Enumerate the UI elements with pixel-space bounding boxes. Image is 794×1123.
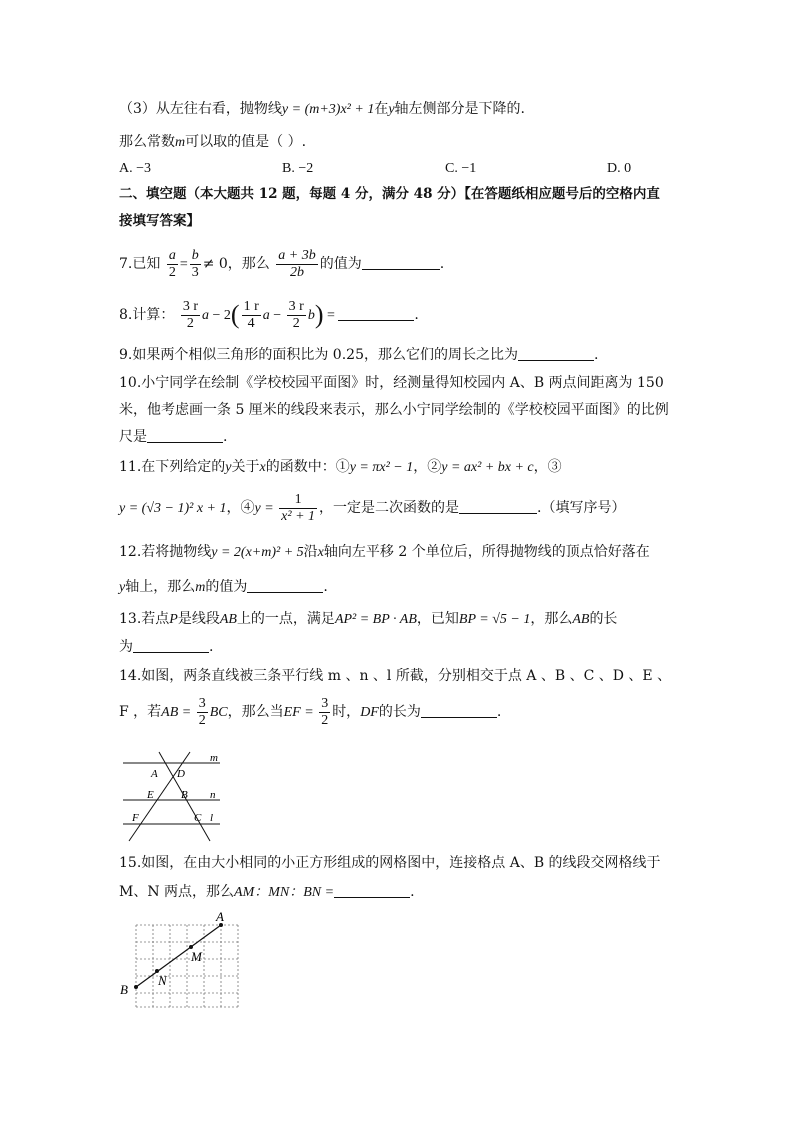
q11-answer-blank[interactable] xyxy=(459,499,537,514)
q14-text-b: ，那么当 xyxy=(227,704,284,720)
q11-c4: ，④ xyxy=(226,500,255,516)
q10-line2: 米，他考虑画一条 5 厘米的线段来表示，那么小宁同学绘制的《学校校园平面图》的比例 xyxy=(119,402,669,418)
q11-func-2: y = ax² + bx + c xyxy=(441,460,534,475)
q15-line2 xyxy=(119,881,415,904)
q10-answer-blank[interactable] xyxy=(147,428,223,443)
q6-var-y: y xyxy=(388,102,395,117)
q11-c3: ，③ xyxy=(533,459,562,475)
segment-AB xyxy=(136,925,221,987)
q6-option-a: A. −3 xyxy=(119,161,152,176)
q14-text-c: 时， xyxy=(332,704,361,720)
q13-given: BP = √5 − 1 xyxy=(458,612,531,627)
q12-end: . xyxy=(323,579,328,595)
q12-answer-blank[interactable] xyxy=(247,578,323,593)
q14-end: . xyxy=(496,704,502,720)
label-n: n xyxy=(210,789,216,801)
q8-frac-3: $\frac{3 r}{2}$ xyxy=(288,298,304,331)
q7-end: . xyxy=(439,256,445,272)
q6-text-c: 轴左侧部分是下降的. xyxy=(394,101,525,117)
label-l: l xyxy=(210,812,214,824)
q11-func-1: y = πx² − 1 xyxy=(349,460,414,475)
q13-text-e: ，那么 xyxy=(530,611,573,627)
q13-text-d: ，已知 xyxy=(416,611,459,627)
q13-text-a: 13.若点 xyxy=(119,611,170,627)
q6-q-text: 那么常数 xyxy=(119,134,175,150)
label-A: A xyxy=(216,909,224,924)
label-M: M xyxy=(191,949,202,964)
q7-cond: ≠ 0，那么 xyxy=(202,256,270,272)
q14-text-e: 的长为 xyxy=(378,704,421,720)
q13-line2 xyxy=(119,636,213,658)
q13-line1: 13.若点P是线段AB上的一点，满足AP² = BP · AB，已知BP = √5 − 1，那么AB的长 xyxy=(119,611,618,627)
q14-figure xyxy=(115,748,230,848)
q7-prefix: 7.已知 xyxy=(119,256,161,272)
q15-figure xyxy=(115,908,245,1010)
q6-q-text-b: 可以取的值是（ ）. xyxy=(185,134,307,150)
q9-answer-blank[interactable] xyxy=(518,346,594,361)
q11-text-c: 的函数中：① xyxy=(265,459,350,475)
q15-ratio: AM：MN：BN = xyxy=(234,885,335,900)
q14-text-a: F ，若 xyxy=(119,704,162,720)
q13-text-c: 上的一点，满足 xyxy=(236,611,335,627)
label-B: B xyxy=(120,982,128,997)
section-heading-cont: 接填写答案】 xyxy=(119,213,200,229)
section-heading: 二、填空题（本大题共 12 题，每题 4 分，满分 48 分）【在答题纸相应题号后的空格内直 xyxy=(119,186,660,202)
q15-answer-blank[interactable] xyxy=(334,883,410,898)
q8-prefix: 8.计算： xyxy=(119,307,175,323)
q11-func-4: $\frac{1}{\text{x² + 1}}$ xyxy=(281,491,316,524)
q11-func-3: y = (√3 − 1)² x + 1 xyxy=(119,501,227,516)
label-E: E xyxy=(147,789,154,801)
q6-statement xyxy=(119,98,525,121)
q10-end: . xyxy=(223,429,228,445)
q12-text-e: 的值为 xyxy=(205,579,248,595)
label-F: F xyxy=(132,812,139,824)
label-C: C xyxy=(194,812,202,824)
q6-text-b: 在 xyxy=(374,101,389,117)
q14-frac-2: $\frac{3}{2}$ xyxy=(321,695,329,728)
q12-line2: y轴上，那么m的值为 . xyxy=(119,579,328,595)
q10-line3 xyxy=(119,426,227,448)
q8-frac-2: $\frac{1 r}{4}$ xyxy=(243,298,259,331)
q13-relation: AP² = BP · AB xyxy=(334,612,417,627)
q6-formula: y = (m+3)x² + 1 xyxy=(281,102,375,117)
q12-formula: y = 2(x+m)² + 5 xyxy=(211,545,304,560)
q6-option-b: B. −2 xyxy=(282,161,314,176)
q9 xyxy=(119,344,598,366)
q15-line1: 15.如图，在由大小相同的小正方形组成的网格图中，连接格点 A、B 的线段交网格线于 xyxy=(119,855,661,871)
q6-option-c: C. −1 xyxy=(445,161,477,176)
q7-suffix: 的值为 xyxy=(319,256,362,272)
q12-text-d: 轴上，那么 xyxy=(125,579,196,595)
label-m: m xyxy=(210,752,218,764)
q7-frac-a2: $\frac{a}{2}$ xyxy=(168,247,176,280)
q14-line1: 14.如图，两条直线被三条平行线 m 、n 、l 所截，分别相交于点 A 、B 、C 、D 、E 、 xyxy=(119,668,672,684)
q13-text-b: 是线段 xyxy=(177,611,220,627)
q11-line2: y = (√3 − 1)² x + 1，④y = $\frac{1}{\text{x² + 1}}$ ，一定是二次函数的是 .（填写序号） xyxy=(119,491,626,524)
q14-df: DF xyxy=(360,705,379,720)
q7-frac-expr: $\frac{a + 3b}{2b}$ xyxy=(278,247,316,280)
q9-end: . xyxy=(593,347,599,363)
q10-line1: 10.小宁同学在绘制《学校校园平面图》时，经测量得知校园内 A、B 两点间距离为 150 xyxy=(119,375,664,391)
q12-line1: 12.若将抛物线y = 2(x+m)² + 5沿x轴向左平移 2 个单位后，所得抛物线的顶点恰好落在 xyxy=(119,544,650,560)
q6-question xyxy=(119,131,306,154)
q7: 7.已知 $\frac{a}{2}$ = $\frac{b}{3}$ ≠ 0，那么 $\frac{a + 3b}{2b}$ 的值为 . xyxy=(119,247,445,280)
q6-option-d: D. 0 xyxy=(607,161,632,176)
q12-text-b: 沿 xyxy=(303,544,318,560)
q7-frac-b3: $\frac{b}{3}$ xyxy=(191,247,199,280)
q12-text-a: 12.若将抛物线 xyxy=(119,544,212,560)
q14-line2: F ，若AB = $\frac{3}{2}$ BC，那么当EF = $\frac{3}{2}$ 时，DF的长为 . xyxy=(119,695,502,728)
q11-tail: ，一定是二次函数的是 xyxy=(319,500,460,516)
label-B: B xyxy=(181,789,188,801)
label-D: D xyxy=(177,768,185,780)
q11-c2: ，② xyxy=(413,459,442,475)
q15-text-a: M、N 两点，那么 xyxy=(119,884,235,900)
point-B xyxy=(134,985,138,989)
q6-text: （3）从左往右看，抛物线 xyxy=(119,101,282,117)
q14-frac-1: $\frac{3}{2}$ xyxy=(198,695,206,728)
q13-text-f: 的长 xyxy=(589,611,618,627)
q11-note: .（填写序号） xyxy=(537,500,626,516)
label-N: N xyxy=(158,973,167,988)
q7-answer-blank[interactable] xyxy=(362,255,440,270)
q8-end: . xyxy=(414,307,419,323)
label-A: A xyxy=(151,768,158,780)
q15-end: . xyxy=(410,884,415,900)
q11-text-a: 11.在下列给定的 xyxy=(119,459,226,475)
q11-line1: 11.在下列给定的y关于x的函数中：①y = πx² − 1，②y = ax² + bx + c，③ xyxy=(119,459,562,475)
q6-var-m: m xyxy=(175,135,186,150)
q13-line2-text: 为 xyxy=(119,639,133,655)
q11-text-b: 关于 xyxy=(231,459,260,475)
q9-text: 9.如果两个相似三角形的面积比为 0.25，那么它们的周长之比为 xyxy=(119,347,518,363)
q13-answer-blank[interactable] xyxy=(133,638,209,653)
q14-answer-blank[interactable] xyxy=(421,703,497,718)
q8-answer-blank[interactable] xyxy=(338,306,414,321)
q12-text-c: 轴向左平移 2 个单位后，所得抛物线的顶点恰好落在 xyxy=(323,544,650,560)
q10-line3-text: 尺是 xyxy=(119,429,147,445)
grid-lines xyxy=(136,925,240,1007)
q8-frac-1: $\frac{3 r}{2}$ xyxy=(182,298,198,331)
q8: 8.计算： $\frac{3 r}{2}$ a − 2( $\frac{1 r}{4}$ a − $\frac{3 r}{2}$ b) = . xyxy=(119,298,419,331)
q13-end: . xyxy=(209,639,214,655)
